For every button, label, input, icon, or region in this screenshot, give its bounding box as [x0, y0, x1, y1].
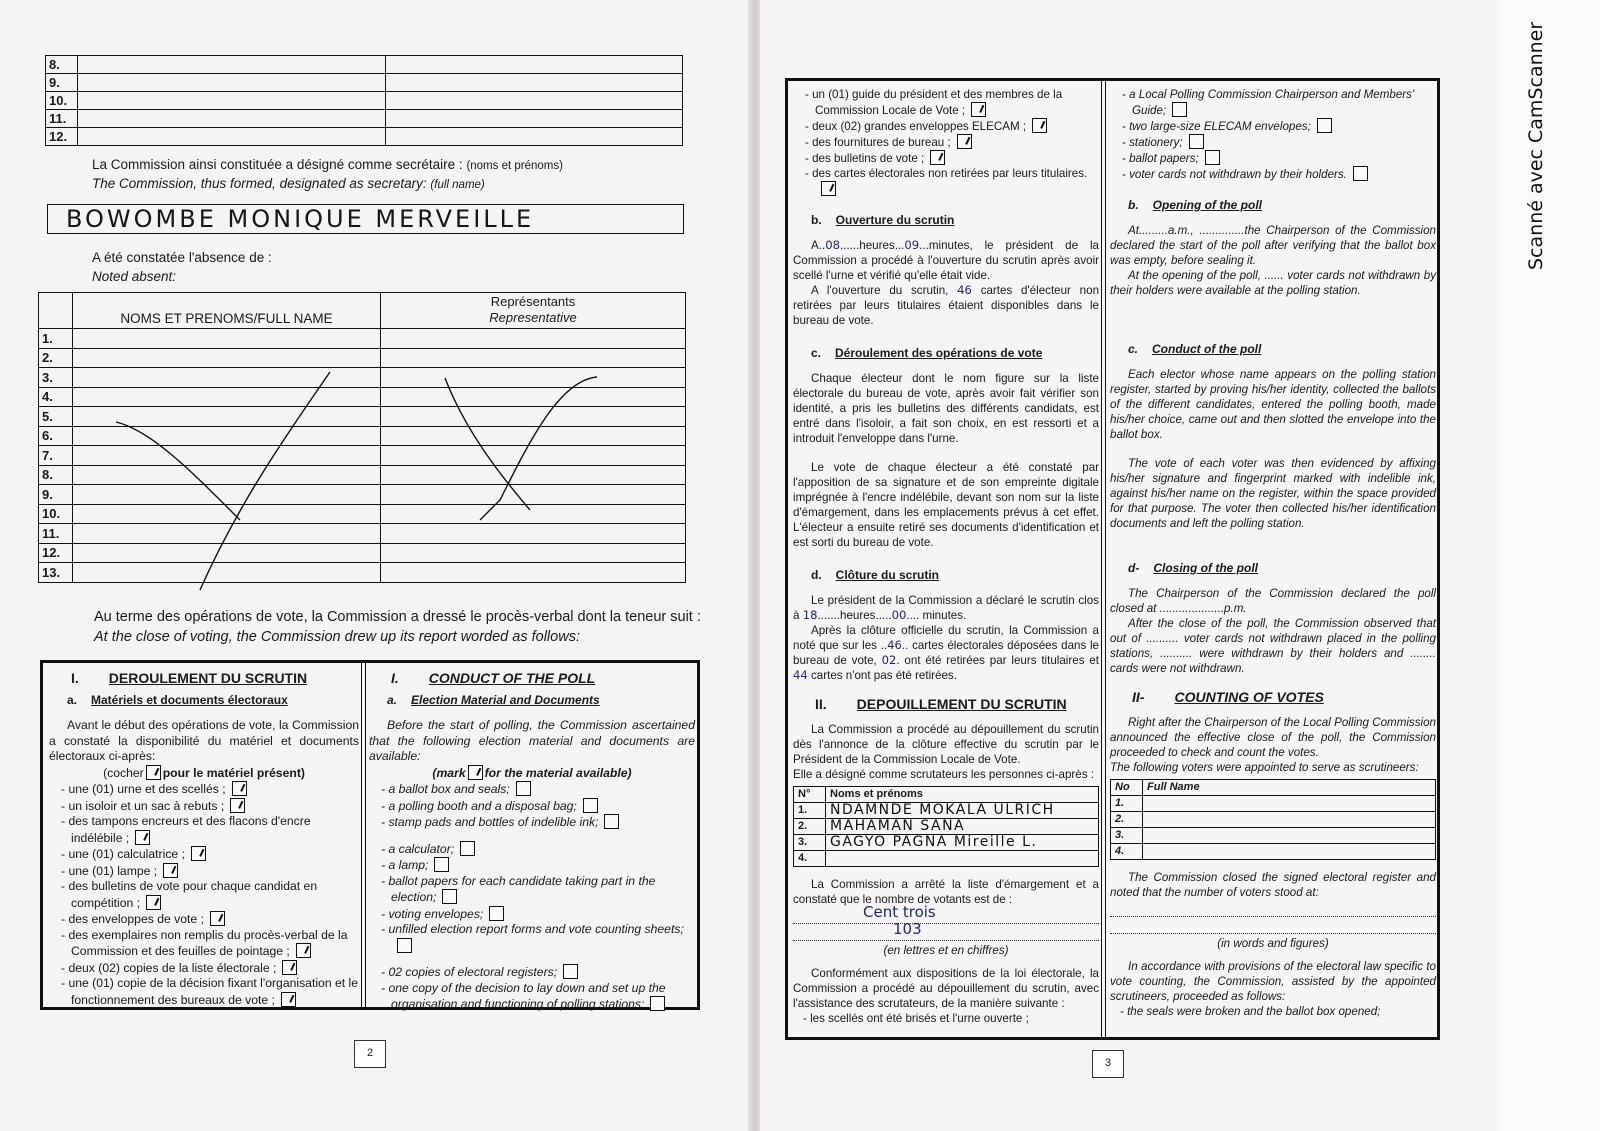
material-item: - des cartes électorales non retirées par leurs titulaires. — [793, 166, 1099, 197]
checkbox-envelopes[interactable] — [210, 911, 225, 926]
section-1-frame — [40, 660, 700, 1010]
scrutineers-table-fr: N° Noms et prénoms 1. NDAMNDE MOKALA ULRICH 2. MAHAMAN SANA 3. GAGYO PAGNA Mireille L. 4. — [793, 786, 1099, 867]
table-row: 11. — [46, 110, 683, 128]
table-row: 5. — [39, 407, 686, 427]
absent-label-fr: A été constatée l'absence de : — [92, 250, 272, 265]
secretary-label-fr: La Commission ainsi constituée a désigné comme secrétaire : (noms et prénoms) — [92, 157, 563, 172]
subsection-heading: b. Ouverture du scrutin — [811, 213, 955, 227]
cards-deposited-field[interactable]: 46 — [887, 638, 902, 652]
section-heading: II- COUNTING OF VOTES — [1132, 689, 1324, 705]
checkbox-guide-en[interactable] — [1172, 102, 1187, 117]
material-item: - deux (02) copies de la liste électorale ; — [49, 960, 359, 977]
closing-minutes-field[interactable]: 00 — [891, 608, 907, 622]
opening-hours-field[interactable]: 08 — [825, 238, 840, 252]
checkbox-stationery[interactable] — [957, 134, 972, 149]
checkbox-ballots-en[interactable] — [1205, 150, 1220, 165]
page-number-right: 3 — [1092, 1050, 1124, 1078]
subsection-heading: d- Closing of the poll — [1128, 561, 1258, 575]
material-item: - une (01) lampe ; — [49, 863, 359, 880]
cards-withdrawn-field[interactable]: 02 — [881, 653, 897, 667]
material-item: - one copy of the decision to lay down and set up the organisation and functioning of polling stations; — [381, 980, 666, 1011]
scrutineer-name-field[interactable] — [826, 851, 1099, 867]
subsection-heading: c. Conduct of the poll — [1128, 342, 1262, 356]
checkbox-calculator[interactable] — [191, 846, 206, 861]
absent-table — [38, 292, 686, 583]
checkbox-ballot-papers[interactable] — [146, 895, 161, 910]
checkbox-guide[interactable] — [971, 102, 986, 117]
material-item: - 02 copies of electoral registers; — [369, 964, 695, 981]
material-item: - stamp pads and bottles of indelible ink; — [369, 814, 695, 831]
material-item: - une (01) urne et des scellés ; — [49, 781, 359, 798]
scrutineer-name-field[interactable] — [1143, 828, 1436, 844]
material-item: - deux (02) grandes enveloppes ELECAM ; — [793, 118, 1099, 134]
checkbox-elecam-envelopes-en[interactable] — [1317, 118, 1332, 133]
subsection-heading: b. Opening of the poll — [1128, 198, 1262, 212]
checkbox-example-icon — [146, 765, 161, 780]
right-page-frame — [785, 78, 1440, 1040]
material-item: - a polling booth and a disposal bag; — [369, 798, 695, 815]
material-item: - une (01) copie de la décision fixant l'organisation et le fonctionnement des bureaux de vote ; — [61, 976, 359, 1007]
checkbox-report-forms-en[interactable] — [397, 938, 412, 953]
material-item: - ballot papers for each candidate taking part in the election; — [381, 873, 656, 904]
material-item: - des tampons encreurs et des flacons d'encre indélébile ; — [61, 814, 311, 845]
table-row: 13. — [39, 563, 686, 583]
table-row: 12. — [39, 543, 686, 563]
checkbox-lamp-en[interactable] — [434, 857, 449, 872]
column-header-representative: Représentants Representative — [381, 293, 686, 329]
closing-intro-fr: Au terme des opérations de vote, la Commission a dressé le procès-verbal dont la teneur suit : — [94, 609, 701, 625]
table-row: 4. — [39, 387, 686, 407]
material-item: - des fournitures de bureau ; — [793, 134, 1099, 150]
material-item: - unfilled election report forms and vote counting sheets; — [369, 922, 695, 954]
material-item: - des enveloppes de vote ; — [49, 911, 359, 928]
column-header-name: NOMS ET PRENOMS/FULL NAME — [73, 293, 381, 329]
material-item: - une (01) calculatrice ; — [49, 846, 359, 863]
checkbox-calculator-en[interactable] — [460, 841, 475, 856]
section-1-en: I. CONDUCT OF THE POLL a. Election Material and Documents Before the start of polling, the Commission ascertained that the following election material and documents are available: (mark for the material available) - a ballot box and seals; - a polling booth and a disposal bag; - stamp pads and bottles of indelible ink; - a calculator; - a lamp; - ballot papers for each candidate taking part in the election; - voting envelopes; - unfilled election report forms and vote counting sheets; - 02 copies of electoral registers; - one copy of the decision to lay down and set up the organisation and functioning of polling stations; — [369, 670, 695, 1011]
subsection-heading: c. Déroulement des opérations de vote — [811, 346, 1043, 360]
voters-words-field-en[interactable] — [1110, 902, 1436, 917]
section-1-fr: I. DEROULEMENT DU SCRUTIN a. Matériels et documents électoraux Avant le début des opérations de vote, la Commission a constaté la disponibilité du matériel et documents électoraux ci-après: (cocher pour le matériel présent) - une (01) urne et des scellés ; - un isoloir et un sac à rebuts ; - des tampons encreurs et des flacons d'encre indélébile ; - une (01) calculatrice ; - une (01) lampe ; - des bulletins de vote pour chaque candidat en compétition ; - des enveloppes de vote ; - des exemplaires non remplis du procès-verbal de la Commission et des feuilles de pointage ; - deux (02) copies de la liste électorale ; - une (01) copie de la décision fixant l'organisation et le fonctionnement des bureaux de vote ; — [49, 670, 359, 1007]
material-item: - des exemplaires non remplis du procès-verbal de la Commission et des feuilles de pointage ; — [61, 927, 348, 958]
secretary-label-en: The Commission, thus formed, designated as secretary: (full name) — [92, 176, 485, 191]
section-heading: I. DEROULEMENT DU SCRUTIN — [71, 670, 308, 686]
checkbox-ballot-box-en[interactable] — [516, 781, 531, 796]
scrutineer-name-field[interactable]: NDAMNDE MOKALA ULRICH — [826, 803, 1099, 819]
checkbox-example-icon — [468, 765, 483, 780]
checkbox-report-forms[interactable] — [296, 943, 311, 958]
checkbox-lamp[interactable] — [163, 863, 178, 878]
material-item: - a Local Polling Commission Chairperson and Members' Guide; — [1122, 88, 1415, 117]
table-row: 2. — [1111, 812, 1436, 828]
table-row: 2. — [39, 348, 686, 368]
mark-instruction: (cocher pour le matériel présent) — [103, 765, 305, 780]
checkbox-polling-booth[interactable] — [230, 798, 245, 813]
section-heading: I. CONDUCT OF THE POLL — [391, 670, 596, 686]
voters-figures-field[interactable]: 103 — [793, 926, 1099, 941]
absent-label-en: Noted absent: — [92, 269, 177, 284]
closing-cards-paragraph: Après la clôture officielle du scrutin, la Commission a noté que sur les ..46.. cartes électorales déposées dans le bureau de vote, 02. ont été retirées par leurs titulaires et 44 cartes n'ont pas été retirées. — [793, 624, 1099, 682]
opening-minutes-field[interactable]: 09 — [904, 238, 920, 252]
subsection-heading: a. Election Material and Documents — [387, 692, 600, 707]
table-row: 2. MAHAMAN SANA — [794, 819, 1099, 835]
checkbox-stamp-pads-en[interactable] — [604, 814, 619, 829]
table-row: 3. — [39, 368, 686, 388]
checkbox-stamp-pads[interactable] — [135, 830, 150, 845]
closing-hours-field[interactable]: 18 — [802, 608, 818, 622]
checkbox-envelopes-en[interactable] — [489, 906, 504, 921]
opening-paragraph: A..08......heures...09...minutes, le président de la Commission a procédé à l'ouverture du scrutin après avoir scellé l'urne et vérifié qu'elle était vide. — [793, 238, 1099, 282]
material-item: - a calculator; — [369, 841, 695, 858]
checkbox-elecam-envelopes[interactable] — [1032, 118, 1047, 133]
section-heading: II. DEPOUILLEMENT DU SCRUTIN — [815, 696, 1067, 712]
checkbox-polling-booth-en[interactable] — [583, 798, 598, 813]
material-item: - a lamp; — [369, 857, 695, 874]
checkbox-voter-cards-en[interactable] — [1353, 166, 1368, 181]
checkbox-electoral-list[interactable] — [282, 960, 297, 975]
material-item: - ballot papers; — [1110, 150, 1436, 166]
subsection-heading: d. Clôture du scrutin — [811, 568, 940, 582]
table-row: 6. — [39, 426, 686, 446]
table-row: 4. — [794, 851, 1099, 867]
checkbox-voter-cards[interactable] — [821, 181, 836, 196]
table-row: 1. NDAMNDE MOKALA ULRICH — [794, 803, 1099, 819]
material-item: - stationery; — [1110, 134, 1436, 150]
checkbox-ballots[interactable] — [930, 150, 945, 165]
checkbox-ballot-papers-en[interactable] — [442, 889, 457, 904]
scrutineer-name-field[interactable] — [1143, 796, 1436, 812]
mark-instruction: (mark for the material available) — [432, 765, 632, 780]
table-row: 1. — [39, 329, 686, 349]
material-item: - des bulletins de vote pour chaque candidat en compétition ; — [61, 879, 318, 910]
material-item: - voter cards not withdrawn by their holders. — [1110, 166, 1436, 182]
members-table — [45, 55, 683, 146]
table-row: 10. — [39, 504, 686, 524]
scrutineers-table-en: No Full Name 1. 2. 3. 4. — [1110, 779, 1436, 860]
material-item: - voting envelopes; — [369, 906, 695, 923]
camscanner-watermark: Scanné avec CamScanner — [1525, 21, 1547, 270]
right-fr-column: - un (01) guide du président et des membres de la Commission Locale de Vote ; - deux (02) grandes enveloppes ELECAM ; - des fournitures de bureau ; - des bulletins de vote ; - des cartes électorales non retirées par leurs titulaires. b. Ouverture du scrutin A..08......heures...09...minutes, le président de la Commission a procédé à l'ouverture du scrutin après avoir scellé l'urne et vérifié qu'elle était vide. A l'ouverture du scrutin, 46 cartes d'électeur non retirées par leurs titulaires étaient disponibles dans le bureau de vote. c. Déroulement des opérations de vote Chaque électeur dont le nom figure sur la liste électorale du bureau de vote, après avoir fait vérifier son identité, a pris les bulletins des différents candidats, est entré dans l'isoloir, a fait son choix, en est ressorti et a introduit l'enveloppe dans l'urne. Le vote de chaque électeur a été constaté par l'apposition de sa signature et de son empreinte digitale imprégnée à l'encre indélébile, devant son nom sur la liste d'émargement, dans les emplacements prévus à cet effet. L'électeur a ensuite retiré ses documents d'identification et est sorti du bureau de vote. d. Clôture du scrutin Le président de la Commission a déclaré le scrutin clos à 18.......heures.....00.... minutes. Après la clôture officielle du scrutin, la Commission a noté que sur les ..46.. cartes électorales déposées dans le bureau de vote, 02. ont été retirées par leurs titulaires et 44 cartes n'ont pas été retirées. II. DEPOUILLEMENT DU SCRUTIN La Commission a procédé au dépouillement du scrutin dès l'annonce de la clôture effective du scrutin par le Président de la Commission Locale de Vote. Elle a désigné comme scrutateurs les personnes ci-après : N° Noms et prénoms 1. NDAMNDE MOKALA ULRICH 2. MAHAMAN SANA 3. GAGYO PAGNA Mireille L. 4. La Commission a arrêté la liste d'émargement et a constaté que le nombre de votants est de : Cent trois 103 (en lettres et en chiffres) Conformément aux dispositions de la loi électorale, la Commission a procédé au dépouillement du scrutin, avec l'assistance des scrutateurs, de la manière suivante : - les scellés ont été brisés et l'urne ouverte ; — [793, 88, 1100, 1025]
material-item: - a ballot box and seals; — [369, 781, 695, 798]
voters-figures-field-en[interactable] — [1110, 919, 1436, 934]
scrutineer-name-field[interactable] — [1143, 844, 1436, 860]
table-row: 7. — [39, 446, 686, 466]
material-item: - un isoloir et un sac à rebuts ; — [49, 798, 359, 815]
subsection-heading: a. Matériels et documents électoraux — [67, 692, 288, 707]
material-item: - un (01) guide du président et des membres de la Commission Locale de Vote ; — [805, 88, 1063, 117]
cards-available-field[interactable]: 46 — [957, 283, 972, 297]
table-row: 12. — [46, 128, 683, 146]
table-row: 8. — [46, 56, 683, 74]
table-row: 3. — [1111, 828, 1436, 844]
page-number-left: 2 — [354, 1040, 386, 1068]
table-row: 9. — [39, 485, 686, 505]
voters-words-field[interactable]: Cent trois — [793, 909, 1099, 924]
closing-intro-en: At the close of voting, the Commission drew up its report worded as follows: — [94, 629, 580, 645]
checkbox-ballot-box[interactable] — [232, 781, 247, 796]
scrutineer-name-field[interactable] — [1143, 812, 1436, 828]
table-row: 11. — [39, 524, 686, 544]
table-row: 8. — [39, 465, 686, 485]
table-row: 1. — [1111, 796, 1436, 812]
opening-cards-paragraph: A l'ouverture du scrutin, 46 cartes d'électeur non retirées par leurs titulaires étaient disponibles dans le bureau de vote. — [793, 283, 1100, 327]
material-item: - des bulletins de vote ; — [793, 150, 1099, 166]
scrutineer-name-field[interactable]: GAGYO PAGNA Mireille L. — [826, 835, 1099, 851]
table-row: 4. — [1111, 844, 1436, 860]
cards-not-withdrawn-field[interactable]: 44 — [793, 668, 808, 682]
checkbox-decision-copy-en[interactable] — [650, 996, 665, 1011]
secretary-name-field[interactable]: BOWOMBE MONIQUE MERVEILLE — [47, 204, 684, 234]
table-row: 3. GAGYO PAGNA Mireille L. — [794, 835, 1099, 851]
checkbox-electoral-list-en[interactable] — [563, 964, 578, 979]
material-item: - two large-size ELECAM envelopes; — [1110, 118, 1436, 134]
right-en-column: - a Local Polling Commission Chairperson and Members' Guide; - two large-size ELECAM envelopes; - stationery; - ballot papers; - voter cards not withdrawn by their holders. b. Opening of the poll At.........a.m., ..............the Chairperson of the Commission declared the start of the poll after verifying that the ballot box was empty, before sealing it. At the opening of the poll, ...... voter cards not withdrawn by their holders were available at the polling station. c. Conduct of the poll Each elector whose name appears on the polling station register, started by proving his/her identity, collected the ballots of the different candidates, entered the polling booth, made his/her choice, came out and then slotted the envelope into the ballot box. The vote of each voter was then evidenced by affixing his/her signature and fingerprint marked with indelible ink, against his/her name on the register, within the space provided for that purpose. The voter then collected his/her identification documents and left the polling station. d- Closing of the poll The Chairperson of the Commission declared the poll closed at ....................p.m. After the close of the poll, the Commission observed that out of .......... voter cards not withdrawn placed in the polling stations, .......... were withdrawn by their holders and ........ cards were not withdrawn. II- COUNTING OF VOTES Right after the Chairperson of the Local Polling Commission announced the effective close of the poll, the Commission proceeded to check and count the votes. The following voters were appointed to serve as scrutineers: No Full Name 1. 2. 3. 4. The Commission closed the signed electoral register and noted that the number of voters stood at: (in words and figures) In accordance with provisions of the electoral law specific to vote counting, the Commission, assisted by the appointed scrutineers, proceeded as follows: - the seals were broken and the ballot box opened; — [1110, 88, 1436, 1018]
table-row: 10. — [46, 92, 683, 110]
checkbox-stationery-en[interactable] — [1189, 134, 1204, 149]
table-row: 9. — [46, 74, 683, 92]
scrutineer-name-field[interactable]: MAHAMAN SANA — [826, 819, 1099, 835]
checkbox-decision-copy[interactable] — [281, 992, 296, 1007]
scan-margin — [1500, 0, 1600, 1131]
closing-time-paragraph: Le président de la Commission a déclaré le scrutin clos à 18.......heures.....00.... minutes. — [793, 594, 1099, 622]
